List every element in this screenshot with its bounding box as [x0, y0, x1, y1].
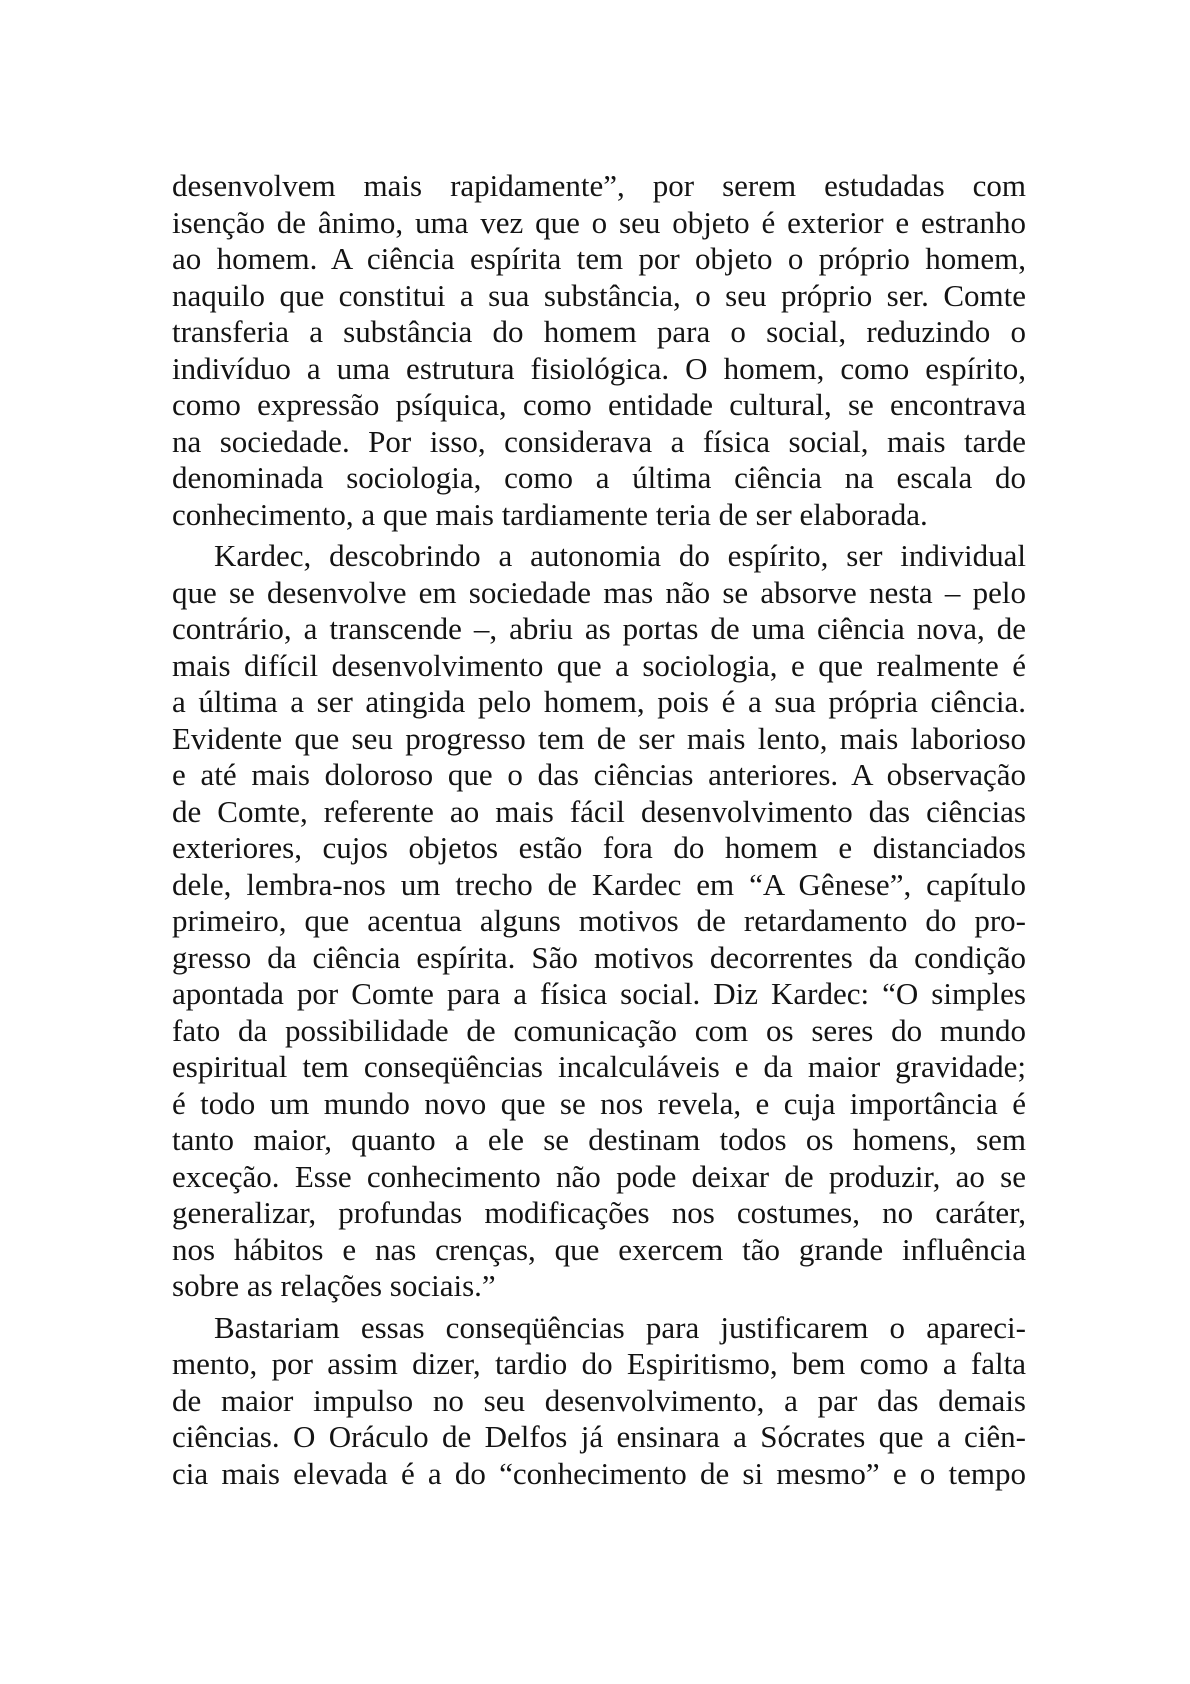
text-line: denominada sociologia, como a última ciência na escala do — [172, 460, 1026, 495]
text-line: que se desenvolve em sociedade mas não se absorve nesta – pelo — [172, 574, 1026, 610]
text-line: ao homem. A ciência espírita tem por objeto o próprio homem, — [172, 241, 1026, 276]
text-line: a última a ser atingida pelo homem, pois é a sua própria ciência. — [172, 684, 1026, 719]
text-line: e até mais doloroso que o das ciências anteriores. A observação — [172, 757, 1026, 792]
paragraph-1 — [172, 168, 1026, 533]
paragraph-2 — [172, 538, 1026, 1305]
text-line: sobre as relações sociais.” — [172, 1268, 496, 1303]
text-line: espiritual tem conseqüências incalculáveis e da maior gravidade; — [172, 1049, 1026, 1084]
text-line: transferia a substância do homem para o social, reduzindo o — [172, 314, 1026, 349]
text-line: é todo um mundo novo que se nos revela, e cuja importância é — [172, 1085, 1026, 1121]
text-line: tanto maior, quanto a ele se destinam todos os homens, sem — [172, 1122, 1026, 1157]
text-line: cia mais elevada é a do “conhecimento de si mesmo” e o tempo — [172, 1455, 1026, 1491]
text-line: indivíduo a uma estrutura fisiológica. O homem, como espírito, — [172, 350, 1026, 386]
text-line: dele, lembra-nos um trecho de Kardec em “A Gênese”, capítulo — [172, 866, 1026, 902]
text-line: mento, por assim dizer, tardio do Espiritismo, bem como a falta — [172, 1346, 1026, 1381]
page-body-text — [172, 168, 1026, 1492]
text-line: na sociedade. Por isso, considerava a física social, mais tarde — [172, 423, 1026, 459]
text-line: naquilo que constitui a sua substância, o seu próprio ser. Comte — [172, 277, 1026, 313]
text-line: primeiro, que acentua alguns motivos de retardamento do pro- — [172, 903, 1026, 938]
text-line: de maior impulso no seu desenvolvimento, a par das demais — [172, 1382, 1026, 1418]
text-line: fato da possibilidade de comunicação com os seres do mundo — [172, 1012, 1026, 1048]
text-line: Kardec, descobrindo a autonomia do espírito, ser individual — [214, 538, 1026, 573]
text-line: mais difícil desenvolvimento que a sociologia, e que realmente é — [172, 647, 1026, 683]
text-line: exceção. Esse conhecimento não pode deixar de produzir, ao se — [172, 1158, 1026, 1194]
text-line: Evidente que seu progresso tem de ser mais lento, mais laborioso — [172, 720, 1026, 756]
text-line: exteriores, cujos objetos estão fora do homem e distanciados — [172, 830, 1026, 865]
text-line: generalizar, profundas modificações nos costumes, no caráter, — [172, 1195, 1026, 1230]
text-line: gresso da ciência espírita. São motivos decorrentes da condição — [172, 939, 1026, 975]
text-line: nos hábitos e nas crenças, que exercem tão grande influência — [172, 1231, 1026, 1267]
text-line: Bastariam essas conseqüências para justificarem o apareci- — [214, 1309, 1026, 1345]
text-line: desenvolvem mais rapidamente”, por serem estudadas com — [172, 168, 1026, 203]
text-line: isenção de ânimo, uma vez que o seu objeto é exterior e estranho — [172, 204, 1026, 240]
text-line: de Comte, referente ao mais fácil desenvolvimento das ciências — [172, 793, 1026, 829]
text-line: contrário, a transcende –, abriu as portas de uma ciência nova, de — [172, 611, 1026, 646]
text-line: ciências. O Oráculo de Delfos já ensinara a Sócrates que a ciên- — [172, 1419, 1026, 1454]
paragraph-3 — [172, 1310, 1026, 1493]
text-line: como expressão psíquica, como entidade cultural, se encontrava — [172, 387, 1026, 422]
text-line: apontada por Comte para a física social. Diz Kardec: “O simples — [172, 976, 1026, 1011]
text-line: conhecimento, a que mais tardiamente teria de ser elaborada. — [172, 496, 928, 532]
